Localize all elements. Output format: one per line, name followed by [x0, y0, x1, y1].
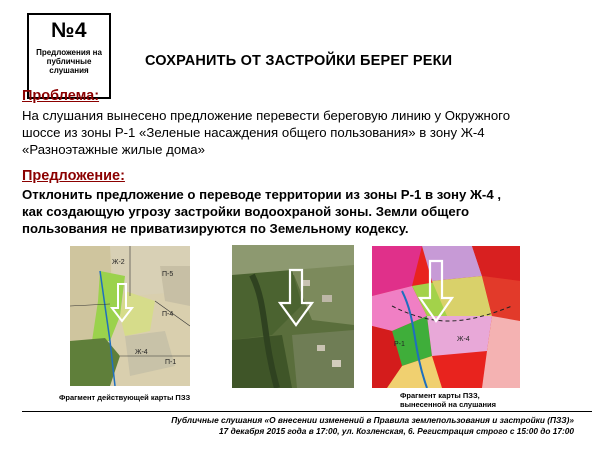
zone-label-zh4-proposed: Ж-4 — [457, 336, 470, 343]
satellite-photo — [232, 245, 354, 388]
caption-proposed-map — [400, 391, 496, 409]
caption-proposed-line-1: Фрагмент карты ПЗЗ, — [400, 391, 480, 400]
caption-current-map: Фрагмент действующей карты ПЗЗ — [59, 393, 191, 402]
problem-text — [22, 107, 592, 158]
proposal-text — [22, 186, 592, 237]
proposal-line-3: пользования не приватизируются по Земельному кодексу. — [22, 221, 409, 236]
zone-label-p5: П-5 — [162, 271, 174, 278]
zone-label-p4: П-4 — [162, 311, 174, 318]
footer — [171, 415, 574, 437]
badge-number: №4 — [50, 19, 88, 42]
problem-line-1: На слушания вынесено предложение перевести береговую линию у Окружного — [22, 108, 511, 123]
footer-line-2: 17 декабря 2015 года в 17:00, ул. Козленская, 6. Регистрация строго с 15:00 до 17:00 — [219, 426, 574, 436]
page-title: СОХРАНИТЬ ОТ ЗАСТРОЙКИ БЕРЕГ РЕКИ — [145, 53, 453, 69]
proposal-number-badge — [27, 13, 111, 99]
badge-text: Предложения на публичные слушания — [36, 48, 102, 75]
problem-heading: Проблема: — [22, 88, 100, 104]
caption-proposed-line-2: вынесенной на слушания — [400, 400, 497, 409]
current-zoning-map — [70, 246, 190, 386]
footer-line-1: Публичные слушания «О внесении изменений в Правила землепользования и застройки (ПЗЗ)» — [171, 415, 574, 425]
proposal-heading: Предложение: — [22, 168, 125, 184]
proposal-line-2: как создающую угрозу застройки водоохраной зоны. Земли общего — [22, 204, 470, 219]
footer-divider — [22, 411, 592, 412]
problem-line-3: «Разноэтажные жилые дома» — [22, 142, 205, 157]
zone-label-p1: П-1 — [165, 359, 177, 366]
zone-label-zh4: Ж-4 — [135, 349, 148, 356]
proposed-zoning-map — [372, 246, 520, 388]
zone-label-r1: Р-1 — [394, 341, 405, 348]
zone-label-zh2: Ж-2 — [112, 259, 125, 266]
proposal-line-1: Отклонить предложение о переводе территории из зоны Р-1 в зону Ж-4 , — [22, 187, 501, 202]
problem-line-2: шоссе из зоны Р-1 «Зеленые насаждения общего пользования» в зону Ж-4 — [22, 125, 485, 140]
